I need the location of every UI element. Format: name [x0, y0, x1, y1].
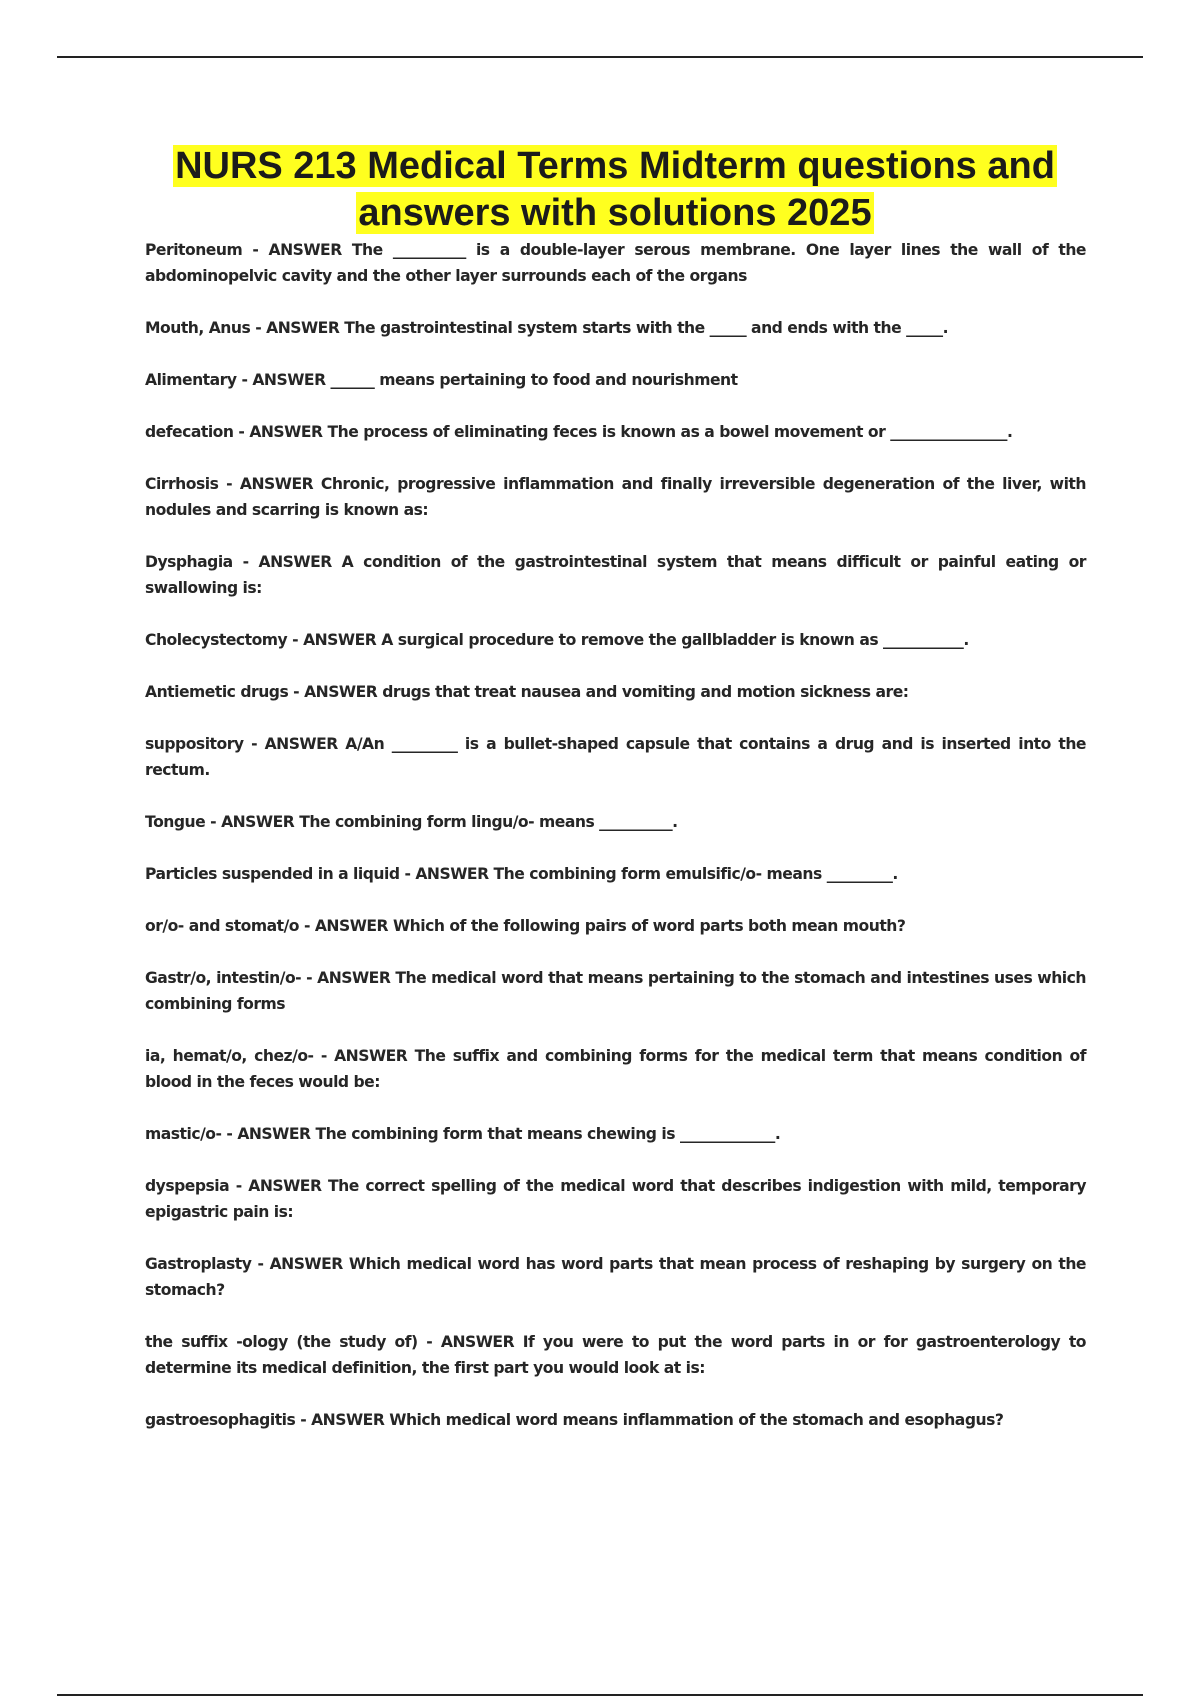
question-text: Which of the following pairs of word parts both mean mouth?	[392, 917, 906, 935]
title-highlight: NURS 213 Medical Terms Midterm questions and answers with solutions 2025	[175, 145, 1055, 234]
qa-item	[145, 237, 1086, 289]
qa-item	[145, 731, 1086, 783]
answer-separator: - ANSWER	[417, 1333, 523, 1351]
qa-item	[145, 315, 1086, 341]
answer-term: Cholecystectomy	[145, 631, 288, 649]
answer-term: Antiemetic drugs	[145, 683, 289, 701]
question-text: The combining form lingu/o- means __________.	[299, 813, 678, 831]
qa-item	[145, 1407, 1086, 1433]
answer-term: mastic/o-	[145, 1125, 222, 1143]
qa-item	[145, 809, 1086, 835]
answer-term: Dysphagia	[145, 553, 233, 571]
answer-term: Cirrhosis	[145, 475, 219, 493]
answer-separator: - ANSWER	[287, 631, 382, 649]
answer-term: gastroesophagitis	[145, 1411, 296, 1429]
answer-separator: - ANSWER	[205, 813, 300, 831]
question-text: Chronic, progressive inflammation and finally irreversible degeneration of the liver, with nodules and scarring is known as:	[145, 475, 1086, 519]
answer-term: Gastr/o, intestin/o-	[145, 969, 302, 987]
qa-item	[145, 1251, 1086, 1303]
qa-item	[145, 1329, 1086, 1381]
question-text: Which medical word means inflammation of the stomach and esophagus?	[389, 1411, 1004, 1429]
bottom-rule	[57, 1694, 1143, 1696]
answer-separator: - ANSWER	[229, 1177, 329, 1195]
question-text: The combining form that means chewing is _____________.	[315, 1125, 781, 1143]
answer-separator: - ANSWER	[232, 553, 342, 571]
answer-term: Peritoneum	[145, 241, 243, 259]
answer-separator: - ANSWER	[250, 319, 345, 337]
question-text: If you were to put the word parts in or for gastroenterology to determine its medical definition, the first part you would look at is:	[145, 1333, 1087, 1377]
answer-separator: - ANSWER	[218, 475, 321, 493]
question-text: drugs that treat nausea and vomiting and motion sickness are:	[382, 683, 909, 701]
question-text: The gastrointestinal system starts with the _____ and ends with the _____.	[344, 319, 949, 337]
qa-item	[145, 913, 1086, 939]
answer-separator: - ANSWER	[295, 1411, 390, 1429]
question-text: The correct spelling of the medical word that describes indigestion with mild, temporary epigastric pain is:	[145, 1177, 1086, 1221]
question-text: A condition of the gastrointestinal system that means difficult or painful eating or swallowing is:	[145, 553, 1086, 597]
qa-item	[145, 549, 1086, 601]
answer-separator: - ANSWER	[243, 735, 346, 753]
answer-term: dyspepsia	[145, 1177, 230, 1195]
answer-separator: - ANSWER	[242, 241, 352, 259]
question-text: The process of eliminating feces is known as a bowel movement or ________________.	[327, 423, 1013, 441]
answer-term: Particles suspended in a liquid	[145, 865, 400, 883]
qa-item	[145, 471, 1086, 523]
qa-item	[145, 627, 1086, 653]
qa-item	[145, 419, 1086, 445]
question-text: The medical word that means pertaining to the stomach and intestines uses which combining forms	[145, 969, 1086, 1013]
question-text: The __________ is a double-layer serous membrane. One layer lines the wall of the abdominopelvic cavity and the other layer surrounds each of the organs	[145, 241, 1087, 285]
answer-term: Gastroplasty	[145, 1255, 252, 1273]
answer-term: the suffix -ology (the study of)	[145, 1333, 418, 1351]
answer-separator: - ANSWER	[301, 969, 396, 987]
answer-separator: - ANSWER	[299, 917, 393, 935]
question-text: ______ means pertaining to food and nourishment	[330, 371, 738, 389]
answer-separator: - ANSWER	[221, 1125, 316, 1143]
qa-item	[145, 861, 1086, 887]
question-text: The combining form emulsific/o- means _________.	[493, 865, 898, 883]
question-text: A surgical procedure to remove the gallbladder is known as ___________.	[381, 631, 969, 649]
qa-item	[145, 965, 1086, 1017]
answer-separator: - ANSWER	[313, 1047, 415, 1065]
answer-term: Tongue	[145, 813, 206, 831]
qa-list	[145, 237, 1086, 1459]
answer-term: defecation	[145, 423, 234, 441]
question-text: The suffix and combining forms for the medical term that means condition of blood in the feces would be:	[145, 1047, 1087, 1091]
answer-term: ia, hemat/o, chez/o-	[145, 1047, 314, 1065]
top-rule	[57, 56, 1143, 58]
qa-item	[145, 1173, 1086, 1225]
question-text: A/An _________ is a bullet-shaped capsule that contains a drug and is inserted into the rectum.	[145, 735, 1086, 779]
answer-term: suppository	[145, 735, 244, 753]
answer-term: Alimentary	[145, 371, 237, 389]
qa-item	[145, 1121, 1086, 1147]
answer-term: Mouth, Anus	[145, 319, 251, 337]
document-title	[140, 143, 1090, 237]
answer-separator: - ANSWER	[251, 1255, 349, 1273]
answer-separator: - ANSWER	[236, 371, 331, 389]
answer-separator: - ANSWER	[233, 423, 328, 441]
qa-item	[145, 367, 1086, 393]
question-text: Which medical word has word parts that mean process of reshaping by surgery on the stomach?	[145, 1255, 1086, 1299]
answer-term: or/o- and stomat/o	[145, 917, 300, 935]
qa-item	[145, 679, 1086, 705]
answer-separator: - ANSWER	[288, 683, 383, 701]
answer-separator: - ANSWER	[399, 865, 494, 883]
qa-item	[145, 1043, 1086, 1095]
